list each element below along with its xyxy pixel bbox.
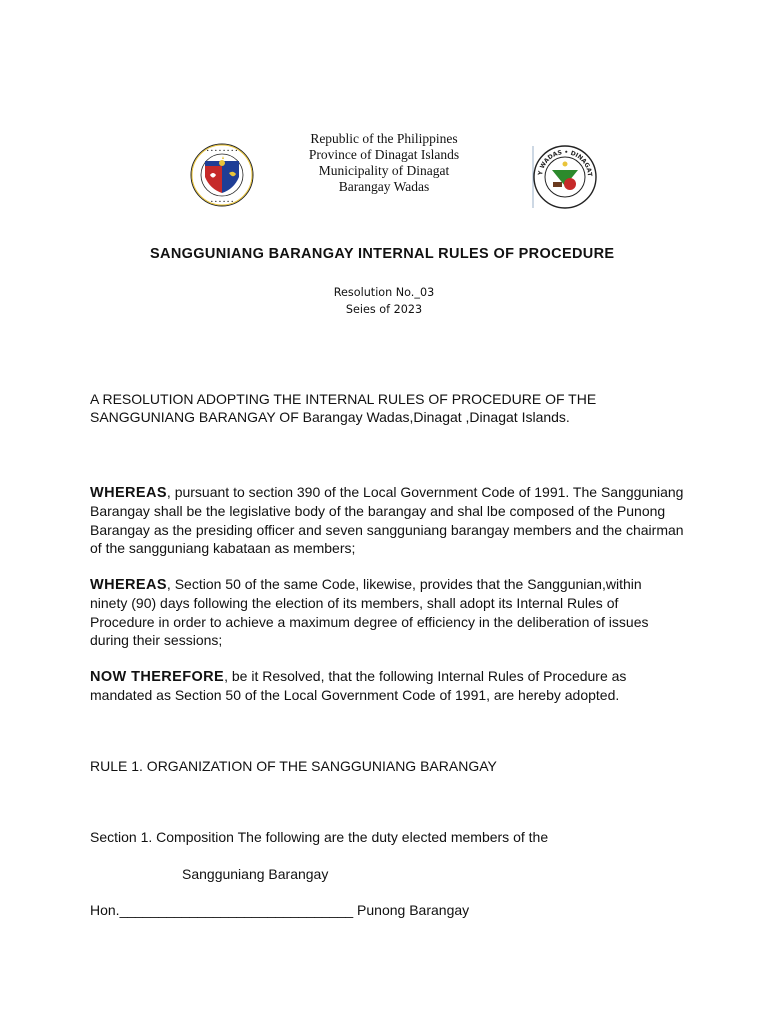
whereas-clause-2 — [90, 575, 682, 649]
resolution-series: Seies of 2023 — [345, 303, 423, 316]
clause-text: , be it Resolved, that the following Internal Rules of Procedure as mandated as Section 50 of the Local Government Code of 1991, are hereby adopted. — [90, 668, 627, 704]
whereas-clause-1 — [90, 483, 690, 557]
letterhead-line: Barangay Wadas — [338, 179, 430, 194]
barangay-wadas-seal-icon — [532, 144, 598, 210]
clause-keyword: WHEREAS — [90, 577, 167, 593]
clause-text: , Section 50 of the same Code, likewise, provides that the Sanggunian,within ninety (90) days following the election of its members, shall adopt its Internal Rules of Procedure in order to achieve a maximum degree of efficiency in the deliberation of issues during their sessions; — [90, 576, 649, 648]
resolution-number-block — [284, 284, 484, 318]
svg-text:• • • • • •: • • • • • • — [210, 200, 234, 205]
letterhead-line: Province of Dinagat Islands — [308, 147, 460, 162]
section-text: Section 1. Composition The following are the duty elected members of the — [90, 829, 549, 845]
document-title: SANGGUNIANG BARANGAY INTERNAL RULES OF PROCEDURE — [150, 246, 615, 262]
letterhead-line: Municipality of Dinagat — [318, 163, 450, 178]
philippine-seal-icon — [190, 143, 254, 207]
letterhead-line: Republic of the Philippines — [310, 131, 458, 146]
now-therefore-clause — [90, 667, 676, 705]
signature-line: Hon.______________________________ Punong Barangay — [90, 902, 470, 918]
resolution-intro: A RESOLUTION ADOPTING THE INTERNAL RULES OF PROCEDURE OF THE SANGGUNIANG BARANGAY OF Barangay Wadas,Dinagat ,Dinagat Islands. — [90, 391, 597, 426]
seal-top-text: Y WADAS • DINAGAT — [537, 148, 594, 177]
clause-keyword: NOW THEREFORE — [90, 669, 225, 685]
clause-text: , pursuant to section 390 of the Local Government Code of 1991. The Sangguniang Barangay shall be the legislative body of the barangay and shal lbe composed of the Punong Barangay as the presiding officer and seven sangguniang barangay members and the chairman of the sangguniang kabataan as members; — [90, 484, 684, 556]
rule-heading: RULE 1. ORGANIZATION OF THE SANGGUNIANG BARANGAY — [90, 758, 497, 774]
letterhead — [270, 131, 498, 195]
resolution-number: Resolution No._03 — [333, 286, 435, 299]
svg-text:• • • • • • • •: • • • • • • • • — [206, 149, 238, 154]
section-subheading: Sangguniang Barangay — [182, 866, 329, 882]
clause-keyword: WHEREAS — [90, 485, 167, 501]
